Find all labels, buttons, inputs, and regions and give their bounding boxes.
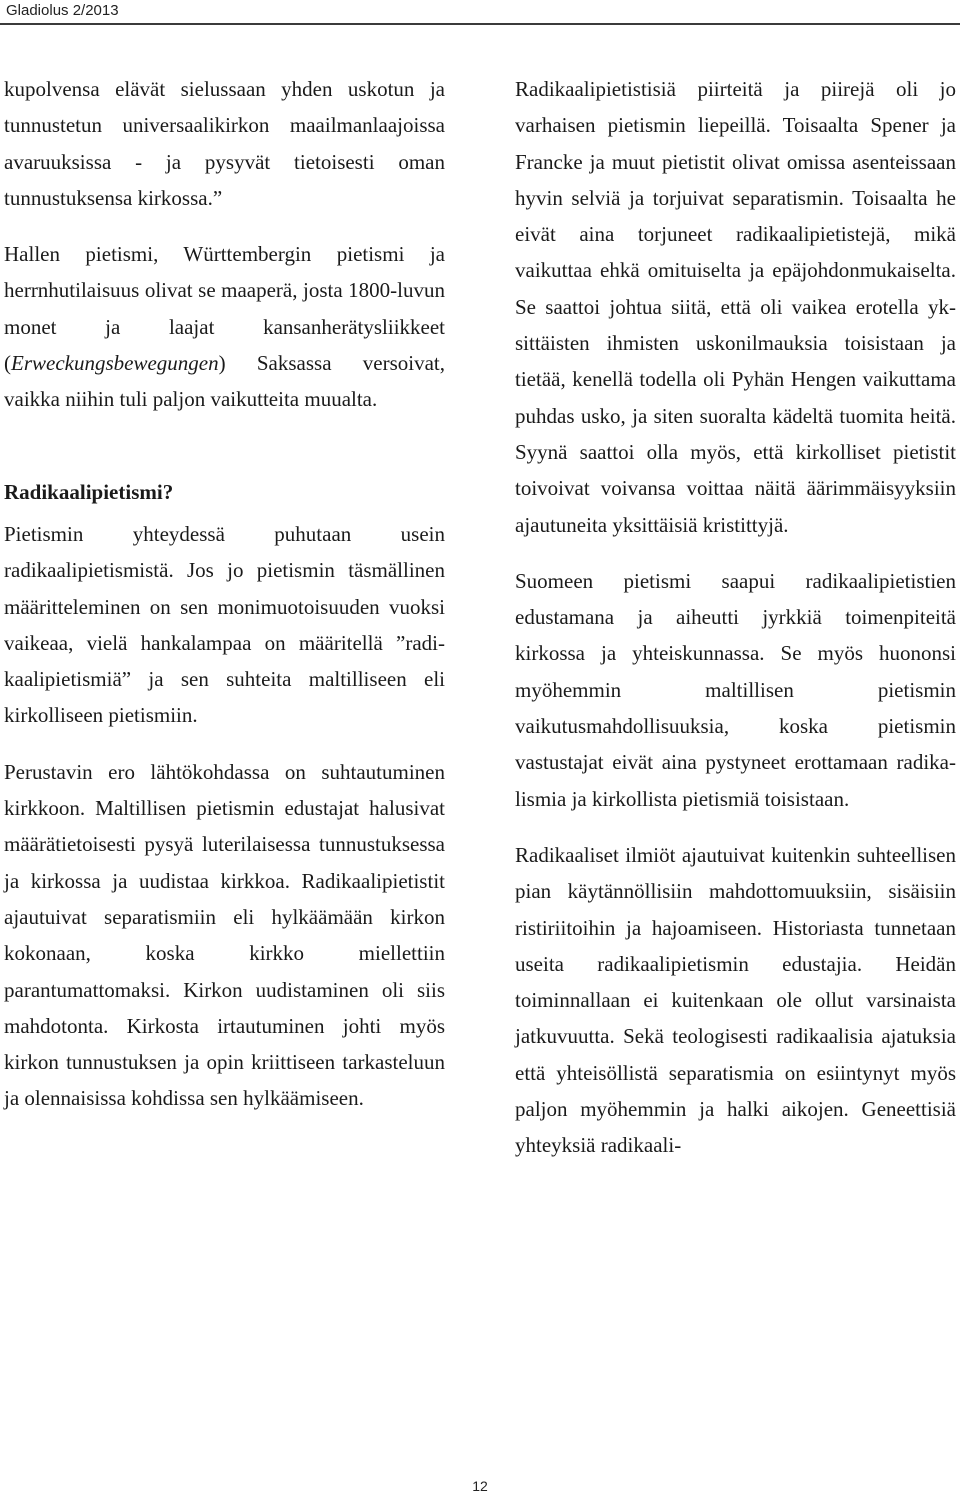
paragraph-relation-to-church: Perustavin ero lähtökohdassa on suhtautuminen kirkkoon. Maltillisen pietismin edustajat halusivat määrätietoisesti pysyä luterilaisessa tunnustuksessa ja kirkossa ja uudistaa kirkkoa. Radikaalipietistit ajautuivat separatismiin eli hylkäämään kirkon kokonaan, koska kirkko miellettiin parantumattomaksi. Kirkon uudistaminen oli siis mahdotonta. Kirkosta irtautuminen johti myös kirkon tunnustuksen ja opin kriittiseen tarkasteluun ja olennaisissa kohdissa sen hylkäämiseen. <box>4 759 445 1111</box>
paragraph-radical-phenomena: Radikaaliset ilmiöt ajautuivat kuitenkin suhteellisen pian käytännöllisiin mahdottomuuksiin, sisäisiin ristiriitoihin ja hajoamiseen. Historiasta tunnetaan useita radikaalipietismin edustajia. Heidän toiminnallaan ei kuitenkaan ole ollut varsinaista jatkuvuutta. Sekä teologisesti radikaalisia ajatuksia että yhteisöllistä separatismia on esiintynyt myös paljon myöhemmin ja halki aikojen. Geneettisiä yhteyksiä radikaali- <box>515 842 956 1158</box>
paragraph-radical-pietism-intro: Pietismin yhteydessä puhutaan usein radikaalipietismistä. Jos jo pietismin täsmällinen määritteleminen on sen monimuotoisuuden vuoksi vaikeaa, vielä hankalampaa on määritellä ”radikaalipietismiä” ja sen suhteita maltilliseen eli kirkolliseen pietismiin. <box>4 521 445 728</box>
section-heading: Radikaalipietismi? <box>4 479 174 504</box>
paragraph-halle-pietism <box>4 236 445 417</box>
text-run: ) Saksassa versoivat, vaikka niihin tuli paljon vaikutteita muualta. <box>4 351 445 412</box>
paragraph-continued: kupolvensa elävät sielussaan yhden uskotun ja tunnustetun universaalikirkon maailmanlaajoissa avaruuksissa - ja pysyvät tietoisesti oman tunnustuksensa kirkossa.” <box>4 77 445 210</box>
right-column <box>515 71 956 1164</box>
text-run: Hallen pietismi, Württembergin pietismi ja herrnhutilaisuus olivat se maaperä, josta 1800-luvun monet ja laajat kansanherätysliikkeet ( <box>4 242 445 376</box>
paragraph-early-pietism: Radikaalipietistisiä piirteitä ja piirejä oli jo varhaisen pietismin liepeillä. Toisaalta Spener ja Francke ja muut pietistit olivat omissa asenteissaan hyvin selviä ja torjuivat separatismin. Toisaalta he eivät aina torjuneet radikaalipietistejä, mikä vaikuttaa ehkä omituiselta ja epäjohdonmukaiselta. Se saattoi johtua siitä, että oli vaikea erotella yksittäisten ihmisten uskonilmauksia toisistaan ja tietää, kenellä todella oli Pyhän Hengen vaikuttama puhdas usko, ja siten suoralta kädeltä tuomita heitä. Syynä saattoi olla myös, että kirkolliset pietistit toivoivat voivansa voittaa näitä äärimmäisyyksiin ajautuneita yksittäisiä kristittyjä. <box>515 77 956 537</box>
running-header: Gladiolus 2/2013 <box>6 2 119 19</box>
page-number: 12 <box>472 1478 488 1494</box>
italic-term: Erweckungsbewegungen <box>11 351 219 376</box>
left-column <box>4 71 445 1117</box>
paragraph-finland: Suomeen pietismi saapui radikaalipietistien edustamana ja aiheutti jyrkkiä toimenpiteitä kirkossa ja yhteiskunnassa. Se myös huononsi myöhemmin maltillisen pietismin vaikutusmahdollisuuksia, koska pietismin vastustajat eivät aina pystyneet erottamaan radikalismia ja kirkollista pietismiä toisistaan. <box>515 568 956 811</box>
header-rule <box>0 23 960 25</box>
